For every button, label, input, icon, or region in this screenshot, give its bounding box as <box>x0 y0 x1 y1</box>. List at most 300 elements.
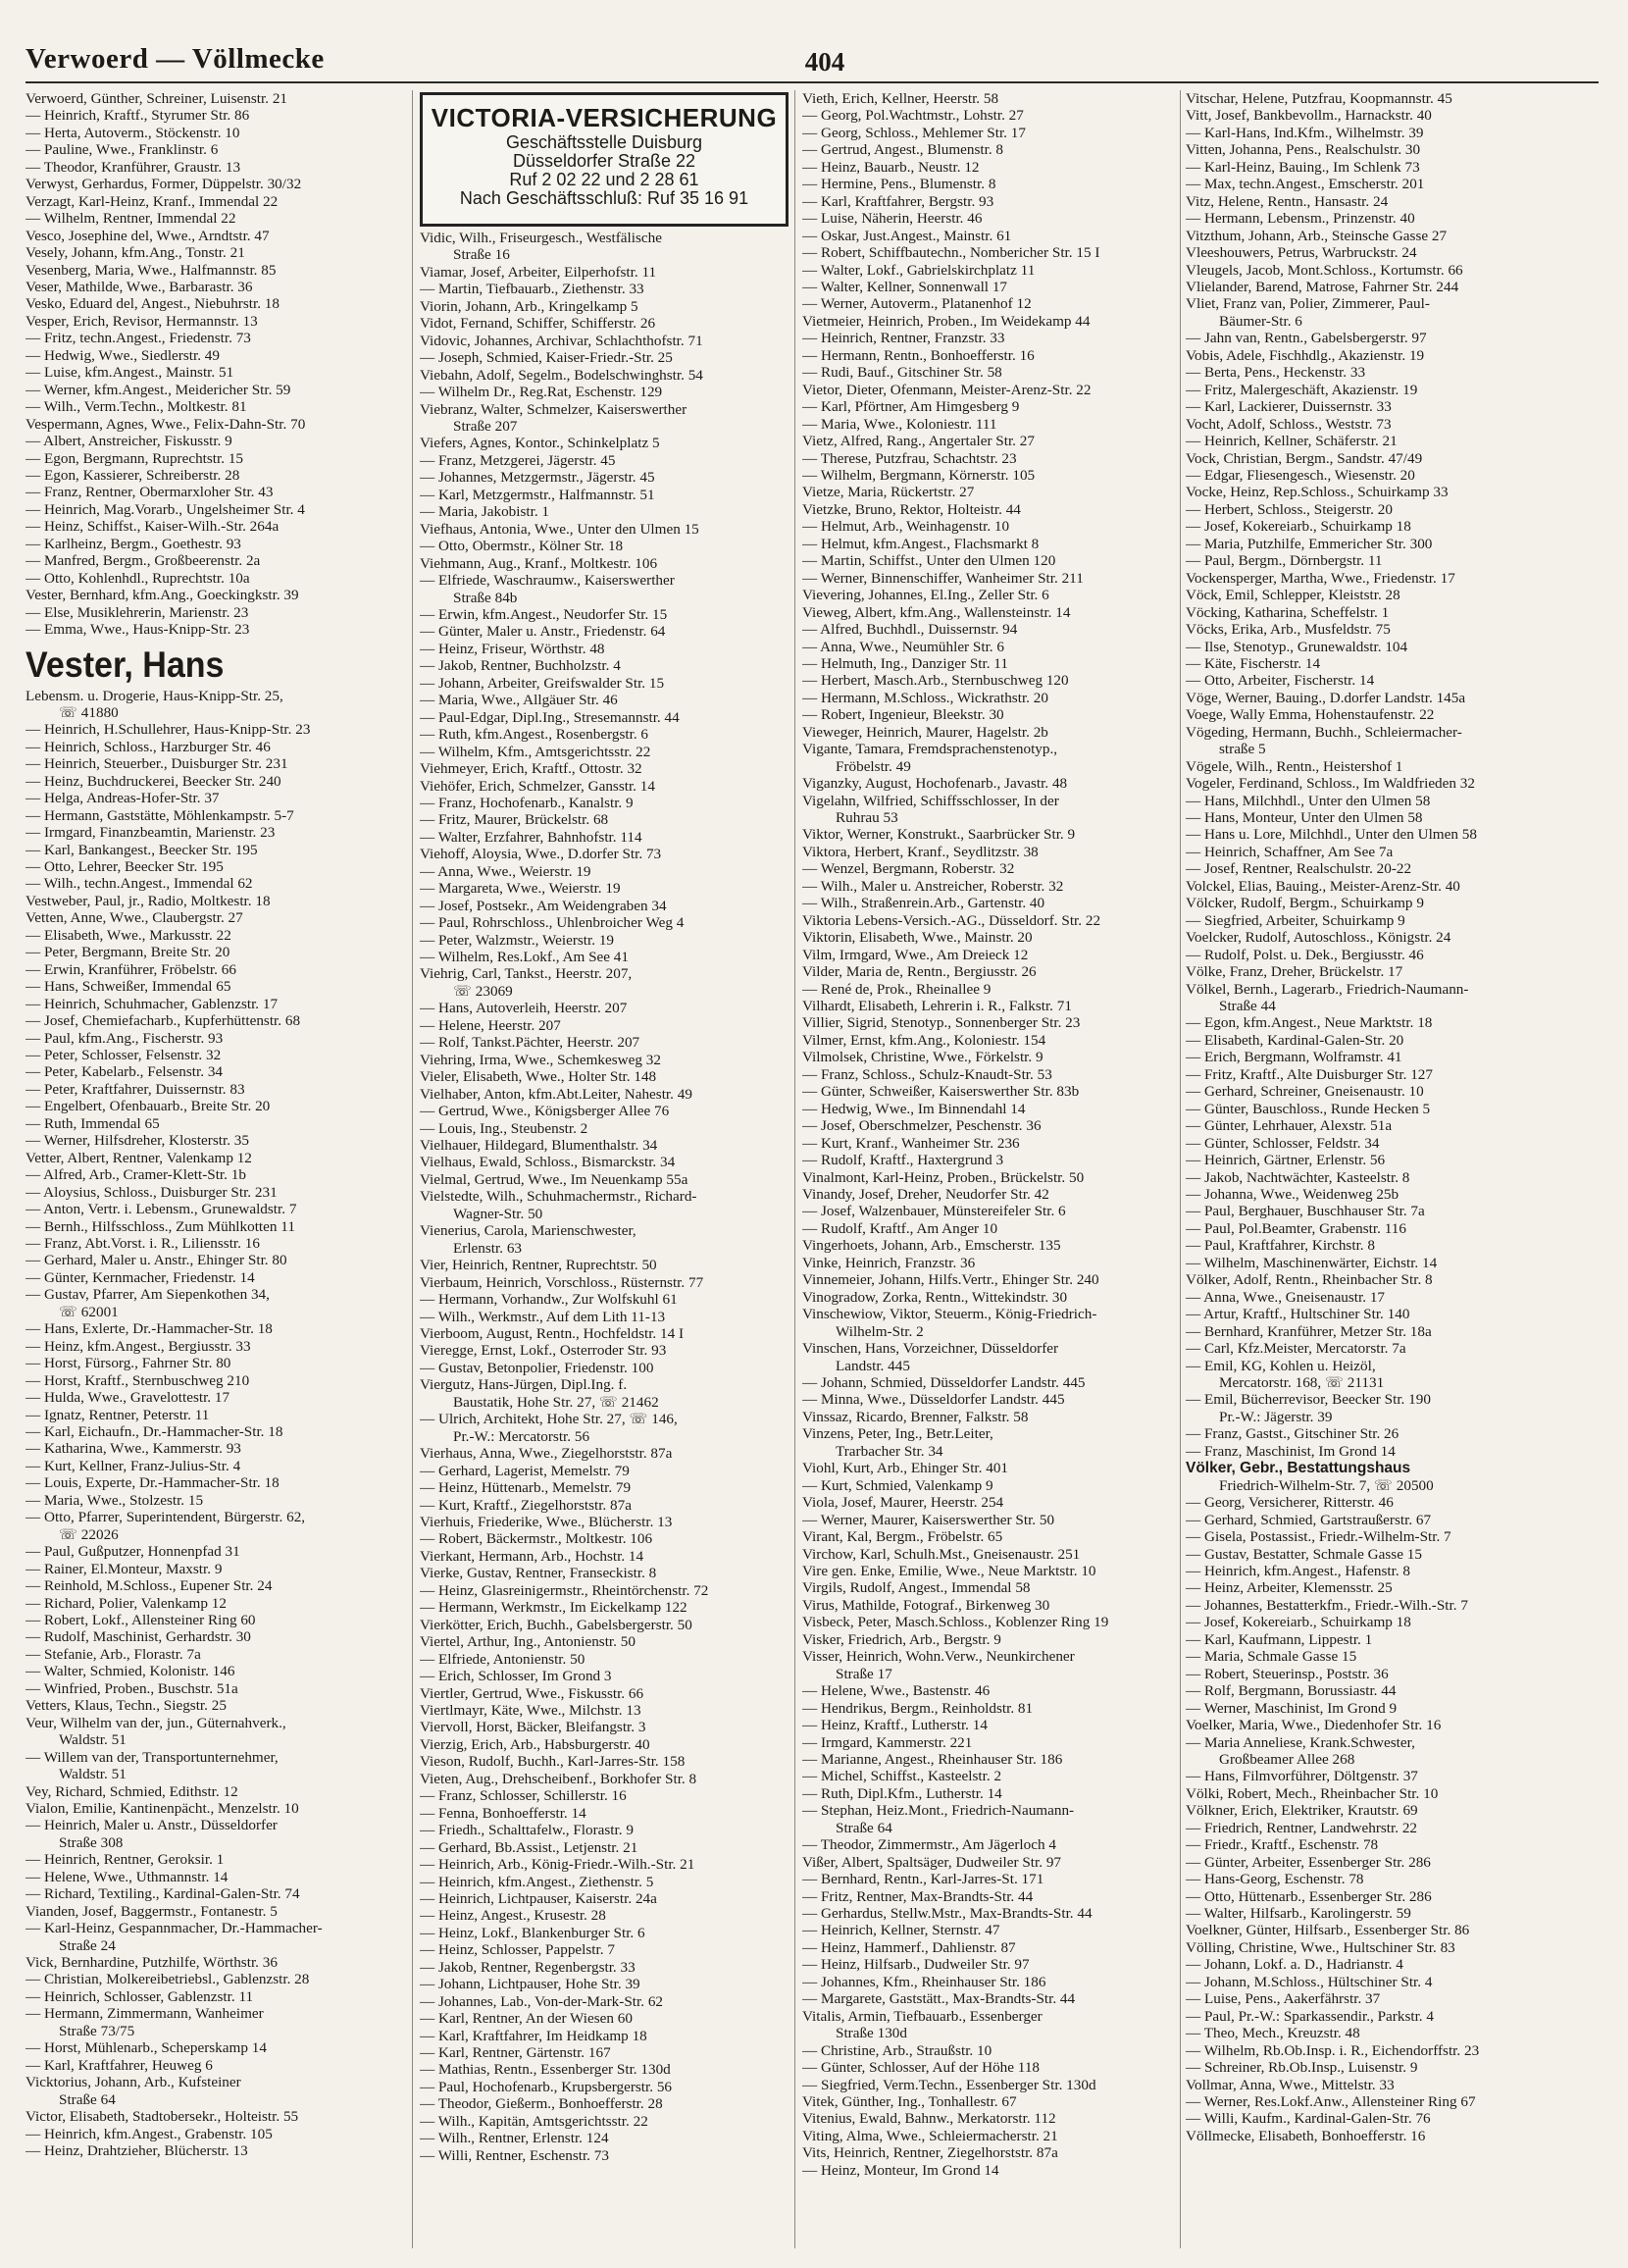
directory-entry: — Albert, Anstreicher, Fiskusstr. 9 <box>25 433 232 450</box>
directory-entry: — Peter, Schlosser, Felsenstr. 32 <box>25 1047 222 1064</box>
directory-entry: Vockensperger, Martha, Wwe., Friedenstr. 17 <box>1186 569 1455 587</box>
directory-entry: — Walter, Lokf., Gabrielskirchplatz 11 <box>802 261 1036 279</box>
directory-entry: Vielhaus, Ewald, Schloss., Bismarckstr. 34 <box>420 1154 676 1171</box>
directory-entry: — Karl-Hans, Ind.Kfm., Wilhelmstr. 39 <box>1186 124 1424 141</box>
directory-entry: — Karl, Kraftfahrer, Im Heidkamp 18 <box>420 2027 647 2044</box>
entry-continuation: Friedrich-Wilhelm-Str. 7, ☏ 20500 <box>1219 1476 1434 1494</box>
directory-entry: Vieregge, Ernst, Lokf., Osterroder Str. 93 <box>420 1342 667 1360</box>
directory-entry: Völlmecke, Elisabeth, Bonhoefferstr. 16 <box>1186 2127 1426 2144</box>
directory-entry: Vinalmont, Karl-Heinz, Proben., Brückelstr. 50 <box>802 1168 1085 1186</box>
directory-entry: — Anna, Wwe., Neumühler Str. 6 <box>802 638 1004 655</box>
entry-continuation: Straße 64 <box>59 2090 116 2108</box>
directory-entry: Vleeshouwers, Petrus, Warbruckstr. 24 <box>1186 244 1417 262</box>
directory-entry: — Rolf, Bergmann, Borussiastr. 44 <box>1186 1682 1397 1700</box>
directory-entry: Vesko, Eduard del, Angest., Niebuhrstr. 18 <box>25 295 280 313</box>
directory-entry: Vietz, Alfred, Rang., Angertaler Str. 27 <box>802 433 1035 450</box>
directory-entry: Vleugels, Jacob, Mont.Schloss., Kortumstr. 66 <box>1186 261 1463 279</box>
entry-continuation: Bäumer-Str. 6 <box>1219 312 1302 330</box>
directory-entry: Vitten, Johanna, Pens., Realschulstr. 30 <box>1186 141 1421 159</box>
entry-continuation: Großbeamer Allee 268 <box>1219 1750 1355 1768</box>
directory-entry: — Josef, Walzenbauer, Münstereifeler Str. 6 <box>802 1203 1066 1220</box>
directory-entry: — Fritz, Maurer, Brückelstr. 68 <box>420 811 609 829</box>
directory-entry: Vetter, Albert, Rentner, Valenkamp 12 <box>25 1149 252 1166</box>
directory-entry: Viehring, Irma, Wwe., Schemkesweg 32 <box>420 1051 661 1068</box>
directory-entry: — Artur, Kraftf., Hultschiner Str. 140 <box>1186 1306 1410 1323</box>
advert-line: Geschäftsstelle Duisburg <box>505 132 703 152</box>
directory-entry: — Franz, Hochofenarb., Kanalstr. 9 <box>420 794 634 811</box>
directory-entry: Viebranz, Walter, Schmelzer, Kaiserswerther <box>420 400 687 418</box>
directory-entry: Vocht, Adolf, Schloss., Weststr. 73 <box>1186 415 1392 433</box>
directory-entry: — Anna, Wwe., Weierstr. 19 <box>420 862 591 880</box>
directory-entry: — Alfred, Arb., Cramer-Klett-Str. 1b <box>25 1166 246 1184</box>
directory-entry: — Robert, Schiffbautechn., Nombericher Str. 15 I <box>802 244 1100 262</box>
directory-entry: Verwyst, Gerhardus, Former, Düppelstr. 30/32 <box>25 176 302 193</box>
directory-entry: Vesely, Johann, kfm.Ang., Tonstr. 21 <box>25 244 245 262</box>
directory-entry: — Jakob, Rentner, Buchholzstr. 4 <box>420 657 621 675</box>
directory-entry: — Elfriede, Antonienstr. 50 <box>420 1650 585 1668</box>
directory-entry: — Gisela, Postassist., Friedr.-Wilhelm-Str. 7 <box>1186 1528 1451 1546</box>
directory-entry: Veser, Mathilde, Wwe., Barbarastr. 36 <box>25 278 253 295</box>
directory-entry: — Wilh., Maler u. Anstreicher, Roberstr. 32 <box>802 877 1064 895</box>
directory-entry: — Egon, Bergmann, Ruprechtstr. 15 <box>25 449 244 467</box>
directory-entry: — Franz, Abt.Vorst. i. R., Liliensstr. 16 <box>25 1235 260 1252</box>
directory-entry: Virgils, Rudolf, Angest., Immendal 58 <box>802 1579 1031 1597</box>
header-rule <box>25 81 1599 83</box>
directory-entry: — Jakob, Rentner, Regenbergstr. 33 <box>420 1958 636 1976</box>
directory-entry: — Hermann, Zimmermann, Wanheimer <box>25 2005 264 2023</box>
directory-entry: Vöcking, Katharina, Scheffelstr. 1 <box>1186 603 1390 621</box>
directory-entry: Vinandy, Josef, Dreher, Neudorfer Str. 42 <box>802 1186 1049 1203</box>
directory-entry: — Josef, Kokereiarb., Schuirkamp 18 <box>1186 518 1411 536</box>
directory-entry: Vieweger, Heinrich, Maurer, Hagelstr. 2b <box>802 723 1048 741</box>
directory-entry: — Luise, kfm.Angest., Mainstr. 51 <box>25 364 234 382</box>
directory-entry: Voelcker, Rudolf, Autoschloss., Königstr. 24 <box>1186 929 1451 947</box>
directory-entry: — Karlheinz, Bergm., Goethestr. 93 <box>25 535 241 552</box>
directory-entry: Vogeler, Ferdinand, Schloss., Im Waldfrieden 32 <box>1186 775 1475 793</box>
directory-entry: Vidic, Wilh., Friseurgesch., Westfälische <box>420 230 662 246</box>
advert-line: Ruf 2 02 22 und 2 28 61 <box>509 170 699 189</box>
directory-entry: Viehoff, Aloysia, Wwe., D.dorfer Str. 73 <box>420 846 662 863</box>
directory-entry: — Günter, Lehrhauer, Alexstr. 51a <box>1186 1117 1393 1135</box>
directory-entry: — Wilh., Rentner, Erlenstr. 124 <box>420 2130 609 2147</box>
directory-entry: — Kurt, Kraftf., Ziegelhorststr. 87a <box>420 1496 632 1514</box>
directory-entry: — Wilh., Verm.Techn., Moltkestr. 81 <box>25 398 247 416</box>
directory-entry: — René de, Prok., Rheinallee 9 <box>802 980 992 998</box>
directory-entry: Vinschewiow, Viktor, Steuerm., König-Friedrich- <box>802 1306 1097 1323</box>
directory-entry: — Josef, Oberschmelzer, Peschenstr. 36 <box>802 1117 1042 1135</box>
directory-entry: Vidot, Fernand, Schiffer, Schifferstr. 26 <box>420 315 656 333</box>
directory-entry: — Elisabeth, Wwe., Markusstr. 22 <box>25 926 231 944</box>
directory-entry: — Heinrich, Mag.Vorarb., Ungelsheimer Str. 4 <box>25 500 305 518</box>
entry-continuation: Fröbelstr. 49 <box>836 757 911 775</box>
directory-entry: — Irmgard, Finanzbeamtin, Marienstr. 23 <box>25 824 276 842</box>
directory-entry: — Edgar, Fliesengesch., Wiesenstr. 20 <box>1186 466 1415 484</box>
directory-entry: Vits, Heinrich, Rentner, Ziegelhorststr. 87a <box>802 2144 1058 2162</box>
directory-entry: Vitalis, Armin, Tiefbauarb., Essenberger <box>802 2007 1043 2025</box>
directory-entry: Verzagt, Karl-Heinz, Kranf., Immendal 22 <box>25 192 279 210</box>
directory-entry: Vinschen, Hans, Vorzeichner, Düsseldorfer <box>802 1340 1059 1358</box>
directory-entry: — Stephan, Heiz.Mont., Friedrich-Naumann- <box>802 1802 1075 1820</box>
directory-entry: — Gustav, Pfarrer, Am Siepenkothen 34, <box>25 1286 270 1304</box>
directory-entry: — Gerhardus, Stellw.Mstr., Max-Brandts-Str. 44 <box>802 1905 1093 1923</box>
directory-entry: — Heinrich, Rentner, Geroksir. 1 <box>25 1851 225 1869</box>
directory-entry: Vinssaz, Ricardo, Brenner, Falkstr. 58 <box>802 1408 1029 1425</box>
directory-entry: — Maria, Schmale Gasse 15 <box>1186 1648 1357 1666</box>
entry-continuation: Straße 24 <box>59 1936 116 1954</box>
highlighted-entry: Vester, Hans <box>25 644 225 685</box>
column-4 <box>1186 90 1598 2144</box>
directory-entry: — Günter, Maler u. Anstr., Friedenstr. 64 <box>420 623 666 641</box>
directory-entry: Vlielander, Barend, Matrose, Fahrner Str. 244 <box>1186 278 1459 295</box>
directory-entry: Vöck, Emil, Schlepper, Kleiststr. 28 <box>1186 587 1400 604</box>
directory-entry: — Hermine, Pens., Blumenstr. 8 <box>802 176 996 193</box>
directory-entry: — Heinz, Hüttenarb., Memelstr. 79 <box>420 1479 632 1497</box>
directory-entry: — Johanna, Wwe., Weidenweg 25b <box>1186 1186 1399 1203</box>
directory-entry: — Joseph, Schmied, Kaiser-Friedr.-Str. 25 <box>420 349 673 367</box>
directory-entry: — Ruth, Dipl.Kfm., Lutherstr. 14 <box>802 1784 1002 1802</box>
directory-entry: — Gerhard, Bb.Assist., Letjenstr. 21 <box>420 1838 638 1856</box>
directory-entry: — Georg, Versicherer, Ritterstr. 46 <box>1186 1494 1394 1512</box>
directory-entry: Vilhardt, Elisabeth, Lehrerin i. R., Falkstr. 71 <box>802 998 1072 1015</box>
directory-entry: — Egon, kfm.Angest., Neue Marktstr. 18 <box>1186 1014 1433 1032</box>
directory-entry: — Heinz, Buchdruckerei, Beecker Str. 240 <box>25 772 281 790</box>
directory-entry: — Friedr., Kraftf., Eschenstr. 78 <box>1186 1836 1379 1854</box>
entry-continuation: Straße 73/75 <box>59 2022 135 2039</box>
directory-entry: — Heinrich, Kellner, Sternstr. 47 <box>802 1922 1000 1939</box>
directory-entry: — Walter, Kellner, Sonnenwall 17 <box>802 278 1008 295</box>
directory-entry: — Peter, Kraftfahrer, Duissernstr. 83 <box>25 1080 245 1098</box>
directory-entry: — Günter, Kernmacher, Friedenstr. 14 <box>25 1268 255 1286</box>
directory-entry: — Karl-Heinz, Bauing., Im Schlenk 73 <box>1186 158 1420 176</box>
directory-entry: Vitschar, Helene, Putzfrau, Koopmannstr. 45 <box>1186 90 1452 107</box>
directory-entry: — Johann, Schmied, Düsseldorfer Landstr. 445 <box>802 1373 1086 1391</box>
entry-continuation: Straße 207 <box>453 417 518 435</box>
directory-entry: — Gustav, Bestatter, Schmale Gasse 15 <box>1186 1545 1422 1563</box>
directory-entry: Völke, Franz, Dreher, Brückelstr. 17 <box>1186 963 1403 981</box>
directory-entry: Voelker, Maria, Wwe., Diedenhofer Str. 16 <box>1186 1717 1442 1734</box>
directory-entry: Vick, Bernhardine, Putzhilfe, Wörthstr. 36 <box>25 1954 278 1972</box>
directory-entry: — Emil, Bücherrevisor, Beecker Str. 190 <box>1186 1391 1431 1409</box>
directory-entry: — Margareta, Wwe., Weierstr. 19 <box>420 880 621 898</box>
directory-entry: — Werner, Maurer, Kaiserswerther Str. 50 <box>802 1511 1055 1528</box>
directory-entry: — Heinrich, kfm.Angest., Ziethenstr. 5 <box>420 1873 654 1890</box>
directory-entry: — Günter, Arbeiter, Essenberger Str. 286 <box>1186 1853 1431 1871</box>
directory-entry: Vielhaber, Anton, kfm.Abt.Leiter, Nahestr. 49 <box>420 1085 692 1103</box>
directory-entry: — Wilhelm, Res.Lokf., Am See 41 <box>420 949 629 966</box>
directory-entry: Veur, Wilhelm van der, jun., Güternahverk., <box>25 1714 286 1731</box>
directory-entry: — Ignatz, Rentner, Peterstr. 11 <box>25 1406 210 1423</box>
directory-entry: — Martin, Schiffst., Unter den Ulmen 120 <box>802 552 1056 570</box>
directory-entry: Vey, Richard, Schmied, Edithstr. 12 <box>25 1782 238 1800</box>
directory-entry: Vieler, Elisabeth, Wwe., Holter Str. 148 <box>420 1068 657 1086</box>
directory-entry: Viehmann, Aug., Kranf., Moltkestr. 106 <box>420 554 658 572</box>
entry-continuation: Straße 64 <box>836 1819 892 1836</box>
directory-entry: Visbeck, Peter, Masch.Schloss., Koblenzer Ring 19 <box>802 1614 1109 1631</box>
directory-entry: — Wilhelm, Bergmann, Körnerstr. 105 <box>802 466 1036 484</box>
directory-entry: — Günter, Schweißer, Kaiserswerther Str. 83b <box>802 1083 1080 1101</box>
directory-entry: — Franz, Maschinist, Im Grond 14 <box>1186 1442 1396 1460</box>
entry-continuation: ☏ 22026 <box>59 1525 119 1543</box>
directory-entry: — Robert, Steuerinsp., Poststr. 36 <box>1186 1665 1389 1682</box>
directory-entry: Visser, Heinrich, Wohn.Verw., Neunkirchener <box>802 1648 1075 1666</box>
directory-entry: — Rolf, Tankst.Pächter, Heerstr. 207 <box>420 1034 640 1052</box>
directory-entry: — Louis, Ing., Steubenstr. 2 <box>420 1119 588 1137</box>
directory-entry: Viebahn, Adolf, Segelm., Bodelschwinghstr. 54 <box>420 366 703 384</box>
directory-entry: — Wilhelm, Kfm., Amtsgerichtsstr. 22 <box>420 743 651 760</box>
directory-entry: — Werner, Autoverm., Platanenhof 12 <box>802 295 1032 313</box>
directory-entry: — Hans, Monteur, Unter den Ulmen 58 <box>1186 809 1423 827</box>
directory-entry: Villier, Sigrid, Stenotyp., Sonnenberger Str. 23 <box>802 1014 1081 1032</box>
directory-entry: — Christine, Arb., Straußstr. 10 <box>802 2041 992 2059</box>
entry-continuation: ☏ 23069 <box>453 982 513 1000</box>
directory-entry: — Heinrich, Gärtner, Erlenstr. 56 <box>1186 1152 1386 1169</box>
directory-entry: Visker, Friedrich, Arb., Bergstr. 9 <box>802 1630 1001 1648</box>
directory-entry: — Wilhelm, Maschinenwärter, Eichstr. 14 <box>1186 1254 1438 1271</box>
directory-entry: — Karl, Bankangest., Beecker Str. 195 <box>25 841 258 858</box>
directory-entry: — Josef, Postsekr., Am Weidengraben 34 <box>420 897 667 914</box>
directory-entry: — Paul, Hochofenarb., Krupsbergerstr. 56 <box>420 2078 673 2095</box>
directory-entry: — Heinz, Hammerf., Dahlienstr. 87 <box>802 1938 1016 1956</box>
directory-entry: — Willi, Rentner, Eschenstr. 73 <box>420 2146 609 2164</box>
directory-entry: Viamar, Josef, Arbeiter, Eilperhofstr. 11 <box>420 263 657 281</box>
directory-entry: — Gerhard, Schmied, Gartstraußerstr. 67 <box>1186 1511 1432 1528</box>
directory-entry: Vietze, Maria, Rückertstr. 27 <box>802 484 975 501</box>
directory-entry: — Fenna, Bonhoefferstr. 14 <box>420 1804 586 1822</box>
directory-entry: — Paul, Berghauer, Buschhauser Str. 7a <box>1186 1203 1425 1220</box>
directory-entry: — Wilh., Werkmstr., Auf dem Lith 11-13 <box>420 1308 666 1325</box>
directory-entry: Viola, Josef, Maurer, Heerstr. 254 <box>802 1494 1004 1512</box>
entry-continuation: Straße 308 <box>59 1833 124 1851</box>
directory-entry: — Heinrich, kfm.Angest., Grabenstr. 105 <box>25 2125 273 2142</box>
directory-entry: — Oskar, Just.Angest., Mainstr. 61 <box>802 227 1012 244</box>
directory-entry: Vetters, Klaus, Techn., Siegstr. 25 <box>25 1697 227 1715</box>
directory-entry: — Margarete, Gaststätt., Max-Brandts-Str. 44 <box>802 1990 1076 2008</box>
directory-entry: Vilder, Maria de, Rentn., Bergiusstr. 26 <box>802 963 1037 981</box>
directory-entry: — Gertrud, Angest., Blumenstr. 8 <box>802 141 1004 159</box>
directory-entry: Völkel, Bernh., Lagerarb., Friedrich-Naumann- <box>1186 980 1469 998</box>
directory-entry: — Heinz, Friseur, Wörthstr. 48 <box>420 640 605 657</box>
directory-entry: — Aloysius, Schloss., Duisburger Str. 231 <box>25 1183 278 1201</box>
directory-entry: — Paul, Bergm., Dörnbergstr. 11 <box>1186 552 1383 570</box>
directory-entry: — Heinz, Schlosser, Pappelstr. 7 <box>420 1941 615 1959</box>
directory-entry: — Theodor, Zimmermstr., Am Jägerloch 4 <box>802 1836 1056 1854</box>
entry-continuation: Straße 17 <box>836 1665 892 1682</box>
directory-entry: Viertlmayr, Käte, Wwe., Milchstr. 13 <box>420 1701 641 1719</box>
directory-entry: — Irmgard, Kammerstr. 221 <box>802 1733 973 1751</box>
directory-entry: — Heinrich, Lichtpauser, Kaiserstr. 24a <box>420 1889 657 1907</box>
directory-entry: — Walter, Erzfahrer, Bahnhofstr. 114 <box>420 828 642 846</box>
directory-entry: — Elisabeth, Kardinal-Galen-Str. 20 <box>1186 1031 1404 1049</box>
directory-entry: — Horst, Mühlenarb., Scheperskamp 14 <box>25 2039 267 2057</box>
directory-entry: — Georg, Schloss., Mehlemer Str. 17 <box>802 124 1026 141</box>
directory-entry: Vierke, Gustav, Rentner, Franseckistr. 8 <box>420 1565 657 1582</box>
directory-entry: — Josef, Kokereiarb., Schuirkamp 18 <box>1186 1614 1411 1631</box>
directory-entry: Vievering, Johannes, El.Ing., Zeller Str. 6 <box>802 587 1049 604</box>
directory-entry: — Anna, Wwe., Gneisenaustr. 17 <box>1186 1288 1386 1306</box>
directory-entry: — Emil, KG, Kohlen u. Heizöl, <box>1186 1357 1376 1374</box>
directory-entry: — Bernh., Hilfsschloss., Zum Mühlkotten 11 <box>25 1217 295 1235</box>
directory-entry: — Theo, Mech., Kreuzstr. 48 <box>1186 2025 1360 2042</box>
directory-entry: — Karl, Metzgermstr., Halfmannstr. 51 <box>420 486 655 503</box>
directory-entry: — Franz, Schloss., Schulz-Knaudt-Str. 53 <box>802 1065 1052 1083</box>
directory-entry: Virchow, Karl, Schulh.Mst., Gneisenaustr. 251 <box>802 1545 1081 1563</box>
entry-continuation: straße 5 <box>1219 741 1266 758</box>
directory-entry: Viertler, Gertrud, Wwe., Fiskusstr. 66 <box>420 1684 644 1702</box>
advert-company: VICTORIA-VERSICHERUNG <box>431 103 778 132</box>
entry-continuation: Straße 130d <box>836 2025 907 2042</box>
directory-entry: — Louis, Experte, Dr.-Hammacher-Str. 18 <box>25 1474 280 1492</box>
directory-entry: Vliet, Franz van, Polier, Zimmerer, Paul- <box>1186 295 1430 313</box>
directory-entry: Vocke, Heinz, Rep.Schloss., Schuirkamp 33 <box>1186 484 1449 501</box>
directory-entry: — Mathias, Rentn., Essenberger Str. 130d <box>420 2061 671 2079</box>
advert-line: Düsseldorfer Straße 22 <box>512 151 696 171</box>
directory-entry: — Otto, Pfarrer, Superintendent, Bürgerstr. 62, <box>25 1509 306 1526</box>
entry-continuation: Pr.-W.: Mercatorstr. 56 <box>453 1427 590 1445</box>
directory-entry: Vock, Christian, Bergm., Sandstr. 47/49 <box>1186 449 1423 467</box>
directory-entry: — Reinhold, M.Schloss., Eupener Str. 24 <box>25 1577 273 1595</box>
directory-entry: — Jahn van, Rentn., Gabelsbergerstr. 97 <box>1186 330 1427 347</box>
directory-entry: — Werner, Res.Lokf.Anw., Allensteiner Ring 67 <box>1186 2093 1476 2111</box>
directory-entry: Vinke, Heinrich, Franzstr. 36 <box>802 1254 976 1271</box>
page-header <box>25 29 1599 78</box>
directory-entry: — Heinrich, Rentner, Franzstr. 33 <box>802 330 1005 347</box>
column-divider <box>412 90 413 2248</box>
directory-entry: Vieson, Rudolf, Buchh., Karl-Jarres-Str. 158 <box>420 1753 686 1771</box>
directory-entry: — Walter, Hilfsarb., Karolingerstr. 59 <box>1186 1905 1411 1923</box>
directory-entry: — Heinz, Arbeiter, Klemensstr. 25 <box>1186 1579 1393 1597</box>
directory-entry: — Willem van der, Transportunternehmer, <box>25 1748 279 1766</box>
directory-entry: Vespermann, Agnes, Wwe., Felix-Dahn-Str. 70 <box>25 415 306 433</box>
directory-entry: Völki, Robert, Mech., Rheinbacher Str. 10 <box>1186 1784 1439 1802</box>
directory-entry: — Hans, Filmvorführer, Döltgenstr. 37 <box>1186 1768 1418 1785</box>
directory-entry: — Hermann, M.Schloss., Wickrathstr. 20 <box>802 689 1048 706</box>
directory-entry: Viktora, Herbert, Kranf., Seydlitzstr. 38 <box>802 843 1039 860</box>
directory-entry: — Robert, Bäckermstr., Moltkestr. 106 <box>420 1530 653 1548</box>
directory-entry: Voelkner, Günter, Hilfsarb., Essenberger Str. 86 <box>1186 1922 1470 1939</box>
directory-entry: — Hans, Exlerte, Dr.-Hammacher-Str. 18 <box>25 1320 273 1338</box>
directory-entry: — Hans, Milchhdl., Unter den Ulmen 58 <box>1186 792 1431 809</box>
directory-entry: — Bernhard, Kranführer, Metzer Str. 18a <box>1186 1322 1432 1340</box>
directory-entry: — Käte, Fischerstr. 14 <box>1186 654 1321 672</box>
directory-entry: Völcker, Rudolf, Bergm., Schuirkamp 9 <box>1186 895 1424 912</box>
directory-entry: Vetten, Anne, Wwe., Claubergstr. 27 <box>25 909 243 927</box>
directory-entry: Vielstedte, Wilh., Schuhmachermstr., Richard- <box>420 1188 697 1206</box>
directory-entry: Lebensm. u. Drogerie, Haus-Knipp-Str. 25, <box>25 687 283 704</box>
directory-entry: — Michel, Schiffst., Kasteelstr. 2 <box>802 1768 1002 1785</box>
directory-entry: — Erwin, Kranführer, Fröbelstr. 66 <box>25 960 236 978</box>
directory-entry: — Emma, Wwe., Haus-Knipp-Str. 23 <box>25 621 250 639</box>
directory-entry: — Heinrich, kfm.Angest., Hafenstr. 8 <box>1186 1562 1411 1579</box>
directory-entry: — Egon, Kassierer, Schreiberstr. 28 <box>25 466 240 484</box>
directory-entry: — Fritz, techn.Angest., Friedenstr. 73 <box>25 330 251 347</box>
directory-entry: — Elfriede, Waschraumw., Kaiserswerther <box>420 572 675 590</box>
directory-entry: Vigante, Tamara, Fremdsprachenstenotyp., <box>802 741 1058 758</box>
directory-entry: — Josef, Chemiefacharb., Kupferhüttenstr. 68 <box>25 1012 301 1030</box>
directory-entry: Vierzig, Erich, Arb., Habsburgerstr. 40 <box>420 1735 650 1753</box>
entry-continuation: Landstr. 445 <box>836 1357 910 1374</box>
entry-continuation: Wagner-Str. 50 <box>453 1205 543 1222</box>
directory-entry: Vobis, Adele, Fischhdlg., Akazienstr. 19 <box>1186 346 1425 364</box>
directory-entry: Viting, Alma, Wwe., Schleiermacherstr. 21 <box>802 2127 1058 2144</box>
directory-entry: Viertel, Arthur, Ing., Antonienstr. 50 <box>420 1633 636 1651</box>
directory-entry: — Horst, Kraftf., Sternbuschweg 210 <box>25 1371 250 1389</box>
directory-entry: — Franz, Metzgerei, Jägerstr. 45 <box>420 451 616 469</box>
directory-entry: — Herbert, Masch.Arb., Sternbuschweg 120 <box>802 672 1069 690</box>
directory-entry: Viefhaus, Antonia, Wwe., Unter den Ulmen 15 <box>420 520 699 538</box>
directory-entry: — Siegfried, Arbeiter, Schuirkamp 9 <box>1186 911 1405 929</box>
directory-entry: — Johann, Lichtpauser, Hohe Str. 39 <box>420 1976 640 1993</box>
directory-entry: — Werner, Binnenschiffer, Wanheimer Str. 211 <box>802 569 1084 587</box>
directory-entry: — Willi, Kaufm., Kardinal-Galen-Str. 76 <box>1186 2110 1431 2128</box>
directory-entry: — Marianne, Angest., Rheinhauser Str. 186 <box>802 1750 1063 1768</box>
entry-continuation: Straße 44 <box>1219 998 1276 1015</box>
directory-entry: — Heinz, Kraftf., Lutherstr. 14 <box>802 1717 988 1734</box>
directory-entry: — Hans, Schweißer, Immendal 65 <box>25 978 231 996</box>
directory-entry: — Karl, Kaufmann, Lippestr. 1 <box>1186 1630 1373 1648</box>
directory-entry: — Helene, Wwe., Bastenstr. 46 <box>802 1682 991 1700</box>
directory-entry: Vigelahn, Wilfried, Schiffsschlosser, In der <box>802 792 1059 809</box>
directory-entry: Viganzky, August, Hochofenarb., Javastr. 48 <box>802 775 1068 793</box>
directory-entry: — Heinrich, Arb., König-Friedr.-Wilh.-Str. 21 <box>420 1856 695 1874</box>
directory-entry: — Günter, Schlosser, Auf der Höhe 118 <box>802 2059 1041 2077</box>
directory-entry: — Franz, Schlosser, Schillerstr. 16 <box>420 1787 627 1805</box>
directory-entry: — Otto, Obermstr., Kölner Str. 18 <box>420 538 624 555</box>
directory-entry: — Heinz, Schiffst., Kaiser-Wilh.-Str. 264a <box>25 518 280 536</box>
directory-entry: — Karl, Lackierer, Duissernstr. 33 <box>1186 398 1392 416</box>
directory-entry: — Anton, Vertr. i. Lebensm., Grunewaldstr. 7 <box>25 1201 297 1218</box>
directory-entry: — Heinrich, Schloss., Harzburger Str. 46 <box>25 738 271 755</box>
directory-entry: — Heinrich, Schlosser, Gablenzstr. 11 <box>25 1987 254 2005</box>
entry-continuation: Trarbacher Str. 34 <box>836 1442 943 1460</box>
directory-entry: — Johannes, Kfm., Rheinhauser Str. 186 <box>802 1973 1046 1990</box>
directory-entry: — Helene, Heerstr. 207 <box>420 1016 561 1034</box>
column-3 <box>802 90 1180 2179</box>
directory-entry: — Fritz, Malergeschäft, Akazienstr. 19 <box>1186 381 1418 398</box>
directory-entry: Vieth, Erich, Kellner, Heerstr. 58 <box>802 90 999 107</box>
directory-entry: — Otto, Arbeiter, Fischerstr. 14 <box>1186 672 1375 690</box>
directory-entry: — Maria, Putzhilfe, Emmericher Str. 300 <box>1186 535 1433 552</box>
directory-entry: — Hans u. Lore, Milchhdl., Unter den Ulmen 58 <box>1186 826 1477 844</box>
directory-entry: — Maria, Jakobistr. 1 <box>420 503 550 521</box>
directory-entry: Vierboom, August, Rentn., Hochfeldstr. 14 I <box>420 1325 685 1342</box>
directory-entry: — Manfred, Bergm., Großbeerenstr. 2a <box>25 552 261 570</box>
directory-entry: — Heinrich, Schuhmacher, Gablenzstr. 17 <box>25 995 279 1012</box>
directory-entry: — Erich, Bergmann, Wolframstr. 41 <box>1186 1049 1402 1066</box>
directory-entry: — Johann, Arbeiter, Greifswalder Str. 15 <box>420 674 665 692</box>
directory-entry: Viehmeyer, Erich, Kraftf., Ottostr. 32 <box>420 760 642 778</box>
directory-entry: — Heinz, Angest., Krusestr. 28 <box>420 1907 606 1925</box>
directory-entry: Vilmer, Ernst, kfm.Ang., Koloniestr. 154 <box>802 1031 1046 1049</box>
directory-entry: — Werner, Hilfsdreher, Klosterstr. 35 <box>25 1132 249 1150</box>
entry-continuation: Erlenstr. 63 <box>453 1239 523 1257</box>
directory-entry: Vitt, Josef, Bankbevollm., Harnackstr. 40 <box>1186 107 1432 125</box>
entry-continuation: Waldstr. 51 <box>59 1731 127 1749</box>
directory-entry: — Robert, Ingenieur, Bleekstr. 30 <box>802 706 1004 724</box>
column-1 <box>25 90 403 2159</box>
directory-entry: — Maria, Wwe., Koloniestr. 111 <box>802 415 997 433</box>
directory-entry: — Horst, Fürsorg., Fahrner Str. 80 <box>25 1355 231 1372</box>
running-head: Verwoerd — Völlmecke <box>25 43 325 75</box>
directory-entry: — Maria, Wwe., Allgäuer Str. 46 <box>420 692 618 709</box>
directory-entry: Victor, Elisabeth, Stadtobersekr., Holteistr. 55 <box>25 2108 299 2126</box>
directory-entry: Vierkötter, Erich, Buchh., Gabelsbergerstr. 50 <box>420 1616 692 1633</box>
directory-entry: — Werner, kfm.Angest., Meidericher Str. 59 <box>25 381 291 398</box>
entry-continuation: Ruhrau 53 <box>836 809 898 827</box>
entry-continuation: Baustatik, Hohe Str. 27, ☏ 21462 <box>453 1393 659 1411</box>
directory-entry: — Hermann, Gaststätte, Möhlenkampstr. 5-7 <box>25 806 294 824</box>
directory-entry: — Rainer, El.Monteur, Maxstr. 9 <box>25 1560 223 1577</box>
directory-entry: Vielmal, Gertrud, Wwe., Im Neuenkamp 55a <box>420 1170 688 1188</box>
